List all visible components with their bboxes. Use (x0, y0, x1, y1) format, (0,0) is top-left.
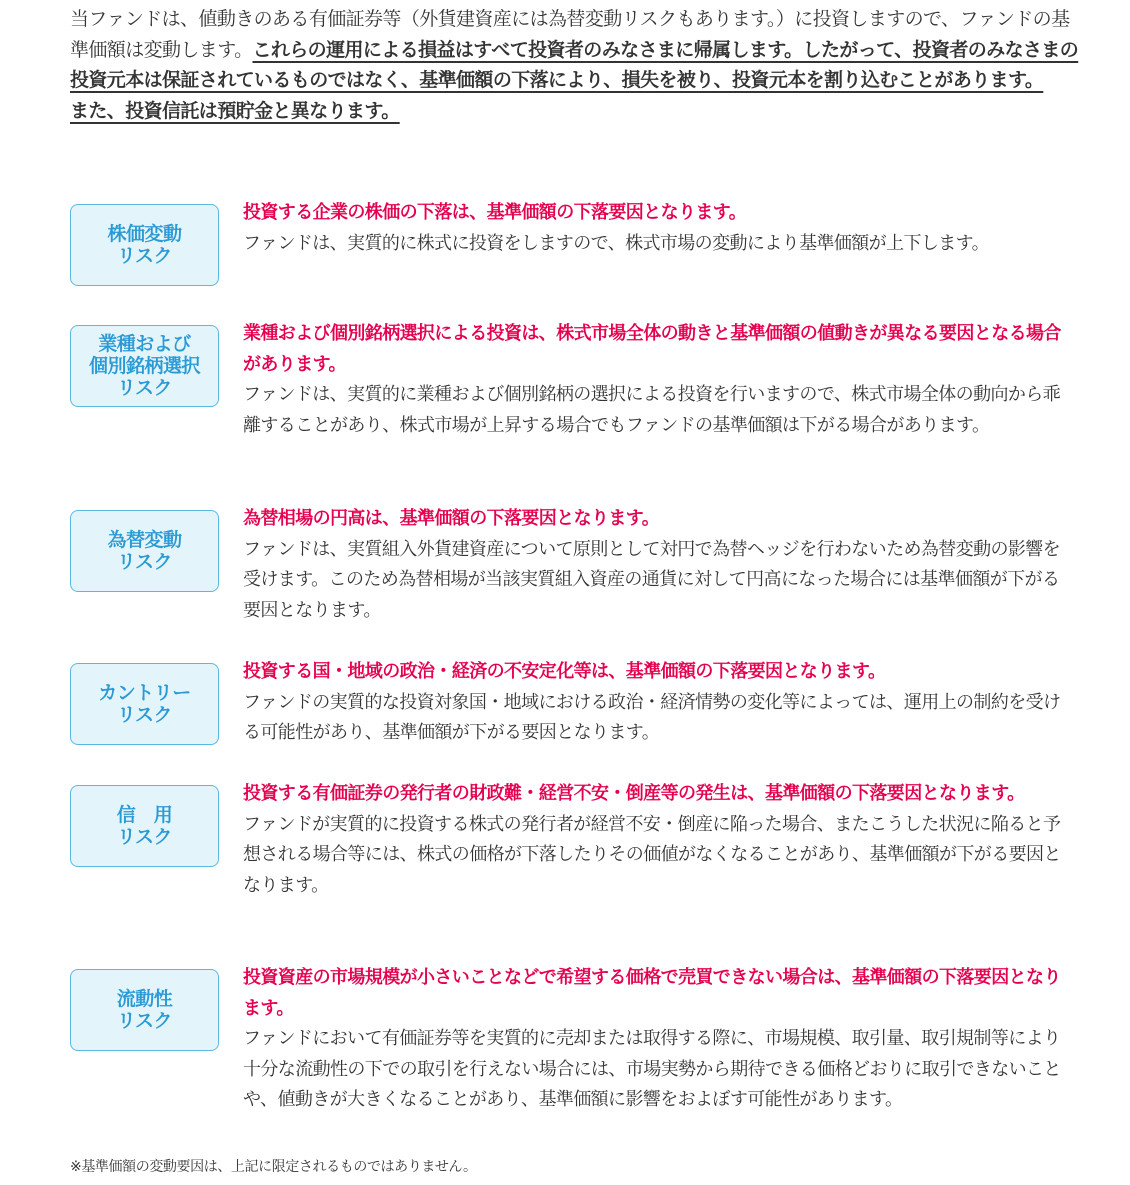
risk-description (243, 198, 1068, 259)
risk-body: ファンドは、実質組入外貨建資産について原則として対円で為替ヘッジを行わないため為替変動の影響を受けます。このため為替相場が当該実質組入資産の通貨に対して円高になった場合には基準価額が下がる要因となります。 (243, 538, 1061, 621)
risk-badge-line: カントリー (98, 682, 191, 704)
risk-description (243, 779, 1068, 901)
risk-headline: 投資する企業の株価の下落は、基準価額の下落要因となります。 (243, 202, 747, 223)
risk-badge-line: リスク (116, 377, 173, 399)
risk-headline: 投資する国・地域の政治・経済の不安定化等は、基準価額の下落要因となります。 (243, 661, 886, 682)
risk-badge-line: リスク (116, 1010, 173, 1032)
intro-paragraph (70, 4, 1080, 126)
risk-body: ファンドは、実質的に株式に投資をしますので、株式市場の変動により基準価額が上下します。 (243, 232, 990, 254)
risk-badge-line: 信 用 (116, 804, 173, 826)
risk-badge-line: リスク (116, 245, 173, 267)
risk-badge-line: リスク (116, 826, 173, 848)
risk-badge (70, 785, 219, 867)
intro-normal-text: 当ファンドは、値動きのある有価証券等（外貨建資産には為替変動リスクもあります。）に投資しますので、ファンドの基準価額は変動します。 (70, 8, 1070, 61)
risk-badge-line: 個別銘柄選択 (88, 355, 200, 377)
intro-emphasis-text-2: また、投資信託は預貯金と異なります。 (70, 99, 400, 122)
intro-emphasis-text: これらの運用による損益はすべて投資者のみなさまに帰属します。したがって、投資者のみなさまの投資元本は保証されているものではなく、基準価額の下落により、損失を被り、投資元本を割り込むことがあります。 (70, 38, 1079, 91)
risk-body: ファンドにおいて有価証券等を実質的に売却または取得する際に、市場規模、取引量、取引規制等により十分な流動性の下での取引を行えない場合には、市場実勢から期待できる価格どおりに取引できないことや、値動きが大きくなることがあり、基準価額に影響をおよぼす可能性があります。 (243, 1028, 1061, 1110)
risk-description (243, 319, 1068, 441)
risk-badge (70, 325, 219, 407)
risk-badge (70, 204, 219, 286)
risk-description (243, 504, 1068, 626)
risk-badge-line: リスク (116, 551, 173, 573)
risk-body: ファンドが実質的に投資する株式の発行者が経営不安・倒産に陥った場合、またこうした状況に陥ると予想される場合等には、株式の価格が下落したりその価値がなくなることがあり、基準価額が下がる要因となります。 (243, 813, 1061, 896)
footnote: ※基準価額の変動要因は、上記に限定されるものではありません。 (70, 1159, 477, 1175)
risk-badge-line: 株価変動 (107, 223, 182, 245)
risk-description (243, 657, 1068, 749)
risk-headline: 為替相場の円高は、基準価額の下落要因となります。 (243, 508, 660, 529)
risk-headline: 投資する有価証券の発行者の財政難・経営不安・倒産等の発生は、基準価額の下落要因となります。 (243, 783, 1025, 804)
risk-badge-line: 業種および (98, 333, 191, 355)
risk-badge (70, 663, 219, 745)
risk-headline: 投資資産の市場規模が小さいことなどで希望する価格で売買できない場合は、基準価額の下落要因となります。 (243, 967, 1061, 1019)
risk-body: ファンドは、実質的に業種および個別銘柄の選択による投資を行いますので、株式市場全体の動向から乖離することがあり、株式市場が上昇する場合でもファンドの基準価額は下がる場合があります。 (243, 384, 1061, 436)
risk-headline: 業種および個別銘柄選択による投資は、株式市場全体の動きと基準価額の値動きが異なる要因となる場合があります。 (243, 323, 1061, 375)
risk-badge (70, 510, 219, 592)
risk-description (243, 963, 1068, 1116)
risk-badge-line: リスク (116, 704, 173, 726)
risk-body: ファンドの実質的な投資対象国・地域における政治・経済情勢の変化等によっては、運用上の制約を受ける可能性があり、基準価額が下がる要因となります。 (243, 691, 1061, 743)
risk-badge (70, 969, 219, 1051)
risk-badge-line: 為替変動 (107, 529, 182, 551)
risk-badge-line: 流動性 (116, 988, 173, 1010)
